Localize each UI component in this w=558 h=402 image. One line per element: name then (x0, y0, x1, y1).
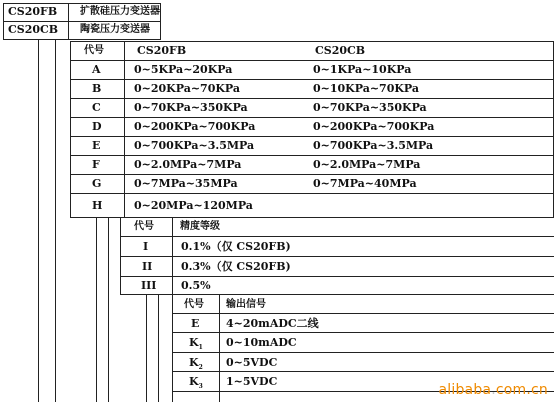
range-cb: 0~200KPa~700KPa (313, 120, 435, 133)
range-header-code: 代号 (84, 45, 104, 56)
output-value: 0~10mADC (226, 336, 297, 349)
range-fb: 0~20KPa~70KPa (134, 82, 241, 95)
watermark-brand: alibaba (438, 382, 492, 398)
model-code-cs20cb: CS20CB (8, 23, 59, 36)
accuracy-header-code: 代号 (134, 221, 154, 232)
output-code-sub: 1 (198, 344, 203, 352)
output-code-sub: 3 (198, 383, 203, 391)
range-fb: 0~5KPa~20KPa (134, 63, 233, 76)
range-code: C (92, 101, 101, 114)
accuracy-code: I (143, 240, 149, 253)
output-code: $K_2$ (189, 356, 203, 372)
accuracy-value: 0.3%（仅 CS20FB) (181, 260, 291, 273)
model-name-cs20fb: 扩散硅压力变送器 (80, 6, 160, 17)
model-code-cs20fb: CS20FB (8, 5, 58, 18)
range-cb: 0~10KPa~70KPa (313, 82, 420, 95)
range-code: B (92, 82, 102, 95)
range-code: H (92, 199, 103, 212)
output-value: 0~5VDC (226, 356, 278, 369)
output-code: $K_1$ (189, 336, 203, 352)
output-header-code: 代号 (184, 299, 204, 310)
accuracy-code: III (141, 279, 157, 292)
output-code: E (191, 317, 200, 330)
range-code: E (92, 139, 101, 152)
range-code: D (92, 120, 102, 133)
range-fb: 0~70KPa~350KPa (134, 101, 248, 114)
range-fb: 0~2.0MPa~7MPa (134, 158, 242, 171)
watermark-dot: . (491, 382, 496, 398)
model-name-cs20cb: 陶瓷压力变送器 (80, 24, 150, 35)
output-header-signal: 输出信号 (226, 299, 266, 310)
accuracy-value: 0.1%（仅 CS20FB) (181, 240, 291, 253)
range-fb: 0~7MPa~35MPa (134, 177, 238, 190)
range-fb: 0~200KPa~700KPa (134, 120, 256, 133)
range-fb: 0~20MPa~120MPa (134, 199, 253, 212)
range-cb: 0~1KPa~10KPa (313, 63, 412, 76)
accuracy-value: 0.5% (181, 279, 211, 292)
range-code: A (92, 63, 101, 76)
output-code-sub: 2 (198, 364, 203, 372)
output-value: 4~20mADC二线 (226, 317, 319, 330)
range-header-cs20fb: CS20FB (137, 44, 187, 57)
output-value: 1~5VDC (226, 375, 278, 388)
watermark-tld: com.cn (495, 382, 548, 398)
range-code: G (92, 177, 102, 190)
range-cb: 0~70KPa~350KPa (313, 101, 427, 114)
range-fb: 0~700KPa~3.5MPa (134, 139, 255, 152)
range-code: F (92, 158, 100, 171)
range-header-cs20cb: CS20CB (315, 44, 366, 57)
range-cb: 0~700KPa~3.5MPa (313, 139, 434, 152)
accuracy-code: II (142, 260, 153, 273)
output-code: $K_3$ (189, 375, 203, 391)
range-cb: 0~2.0MPa~7MPa (313, 158, 421, 171)
range-cb: 0~7MPa~40MPa (313, 177, 417, 190)
accuracy-header-grade: 精度等级 (180, 221, 220, 232)
alibaba-watermark (439, 382, 548, 398)
